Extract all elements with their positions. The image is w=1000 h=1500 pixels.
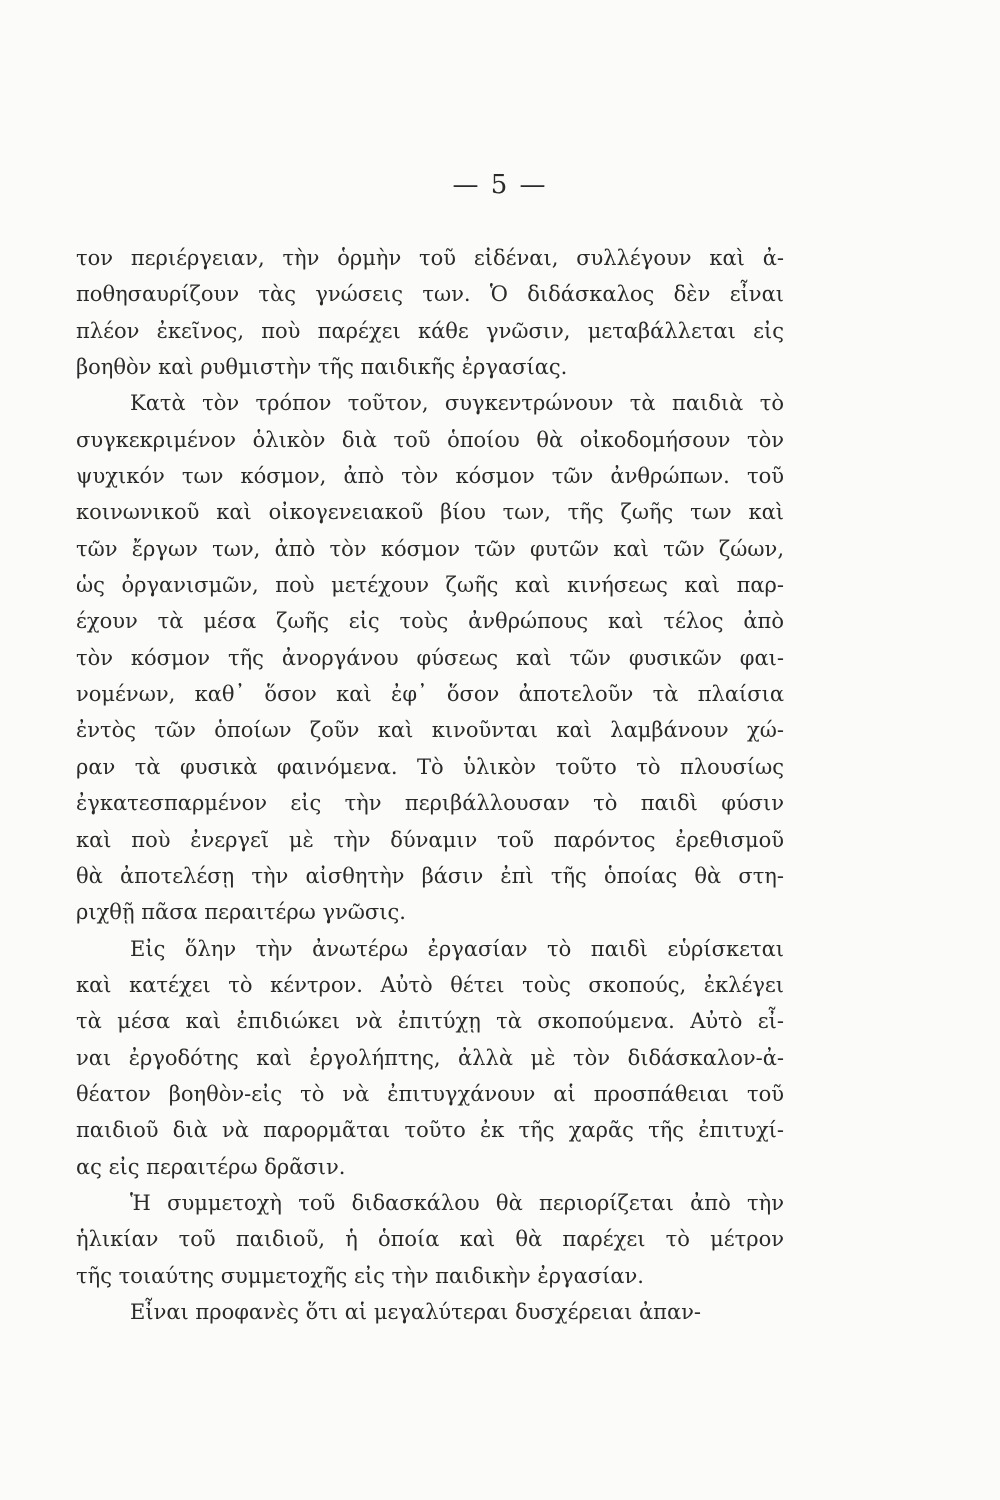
text-line: ριχθῇ πᾶσα περαιτέρω γνῶσις.	[76, 900, 406, 925]
page-number: — 5 —	[452, 170, 548, 200]
text-line: καὶ κατέχει τὸ κέντρον. Αὐτὸ θέτει τοὺς σκοπούς, ἐκλέγει	[76, 972, 784, 997]
text-line: τὸν κόσμον τῆς ἀνοργάνου φύσεως καὶ τῶν φυσικῶν φαι-	[76, 645, 784, 670]
text-line: συγκεκριμένον ὁλικὸν διὰ τοῦ ὁποίου θὰ οἰκοδομήσουν τὸν	[76, 427, 784, 452]
text-line: τὰ μέσα καὶ ἐπιδιώκει νὰ ἐπιτύχῃ τὰ σκοπούμενα. Αὐτὸ εἶ-	[76, 1009, 784, 1034]
text-line: κοινωνικοῦ καὶ οἰκογενειακοῦ βίου των, τῆς ζωῆς των καὶ	[76, 500, 784, 525]
body-text	[76, 240, 784, 1330]
text-line: βοηθὸν καὶ ρυθμιστὴν τῆς παιδικῆς ἐργασίας.	[76, 355, 568, 380]
text-line: έχουν τὰ μέσα ζωῆς εἰς τοὺς ἀνθρώπους καὶ τέλος ἀπὸ	[76, 609, 784, 634]
text-line: ραν τὰ φυσικὰ φαινόμενα. Τὸ ὑλικὸν τοῦτο τὸ πλουσίως	[76, 754, 784, 779]
text-line: ἐντὸς τῶν ὁποίων ζοῦν καὶ κινοῦνται καὶ λαμβάνουν χώ-	[76, 718, 784, 743]
text-line: ἐγκατεσπαρμένον εἰς τὴν περιβάλλουσαν τὸ παιδὶ φύσιν	[76, 791, 784, 816]
text-line: νομένων, καθ᾽ ὅσον καὶ ἐφ᾽ ὅσον ἀποτελοῦν τὰ πλαίσια	[76, 682, 784, 707]
text-line: ὡς ὀργανισμῶν, ποὺ μετέχουν ζωῆς καὶ κινήσεως καὶ παρ-	[76, 573, 784, 598]
text-line: καὶ ποὺ ἐνεργεῖ μὲ τὴν δύναμιν τοῦ παρόντος ἐρεθισμοῦ	[76, 827, 784, 852]
text-line: παιδιοῦ διὰ νὰ παρορμᾶται τοῦτο ἐκ τῆς χαρᾶς τῆς ἐπιτυχί-	[76, 1118, 784, 1143]
text-line: πλέον ἐκεῖνος, ποὺ παρέχει κάθε γνῶσιν, μεταβάλλεται εἰς	[76, 318, 784, 343]
text-line: ἡλικίαν τοῦ παιδιοῦ, ἡ ὁποία καὶ θὰ παρέχει τὸ μέτρον	[76, 1227, 784, 1252]
text-line: Ἡ συμμετοχὴ τοῦ διδασκάλου θὰ περιορίζεται ἀπὸ τὴν	[130, 1190, 784, 1215]
text-line: ψυχικόν των κόσμον, ἀπὸ τὸν κόσμον τῶν ἀνθρώπων. τοῦ	[76, 464, 784, 489]
text-line: θὰ ἀποτελέσῃ τὴν αἰσθητὴν βάσιν ἐπὶ τῆς ὁποίας θὰ στη-	[76, 863, 784, 888]
text-line: θέατον βοηθὸν-εἰς τὸ νὰ ἐπιτυγχάνουν αἱ προσπάθειαι τοῦ	[76, 1081, 784, 1106]
text-line: τῆς τοιαύτης συμμετοχῆς εἰς τὴν παιδικὴν ἐργασίαν.	[76, 1263, 644, 1288]
text-line: Εἶναι προφανὲς ὅτι αἱ μεγαλύτεραι δυσχέρειαι ἀπαν-	[130, 1299, 702, 1324]
text-line: ας εἰς περαιτέρω δρᾶσιν.	[76, 1154, 346, 1179]
text-line: τον περιέργειαν, τὴν ὁρμὴν τοῦ εἰδέναι, συλλέγουν καὶ ἀ-	[76, 246, 784, 270]
text-line: Κατὰ τὸν τρόπον τοῦτον, συγκεντρώνουν τὰ παιδιὰ τὸ	[130, 391, 784, 416]
text-line: Εἰς ὅλην τὴν ἀνωτέρω ἐργασίαν τὸ παιδὶ εὑρίσκεται	[130, 936, 784, 961]
text-line: ναι ἐργοδότης καὶ ἐργολήπτης, ἀλλὰ μὲ τὸν διδάσκαλον-ἀ-	[76, 1045, 784, 1070]
text-line: τῶν ἔργων των, ἀπὸ τὸν κόσμον τῶν φυτῶν καὶ τῶν ζώων,	[76, 536, 784, 561]
text-line: ποθησαυρίζουν τὰς γνώσεις των. Ὁ διδάσκαλος δὲν εἶναι	[76, 282, 784, 307]
